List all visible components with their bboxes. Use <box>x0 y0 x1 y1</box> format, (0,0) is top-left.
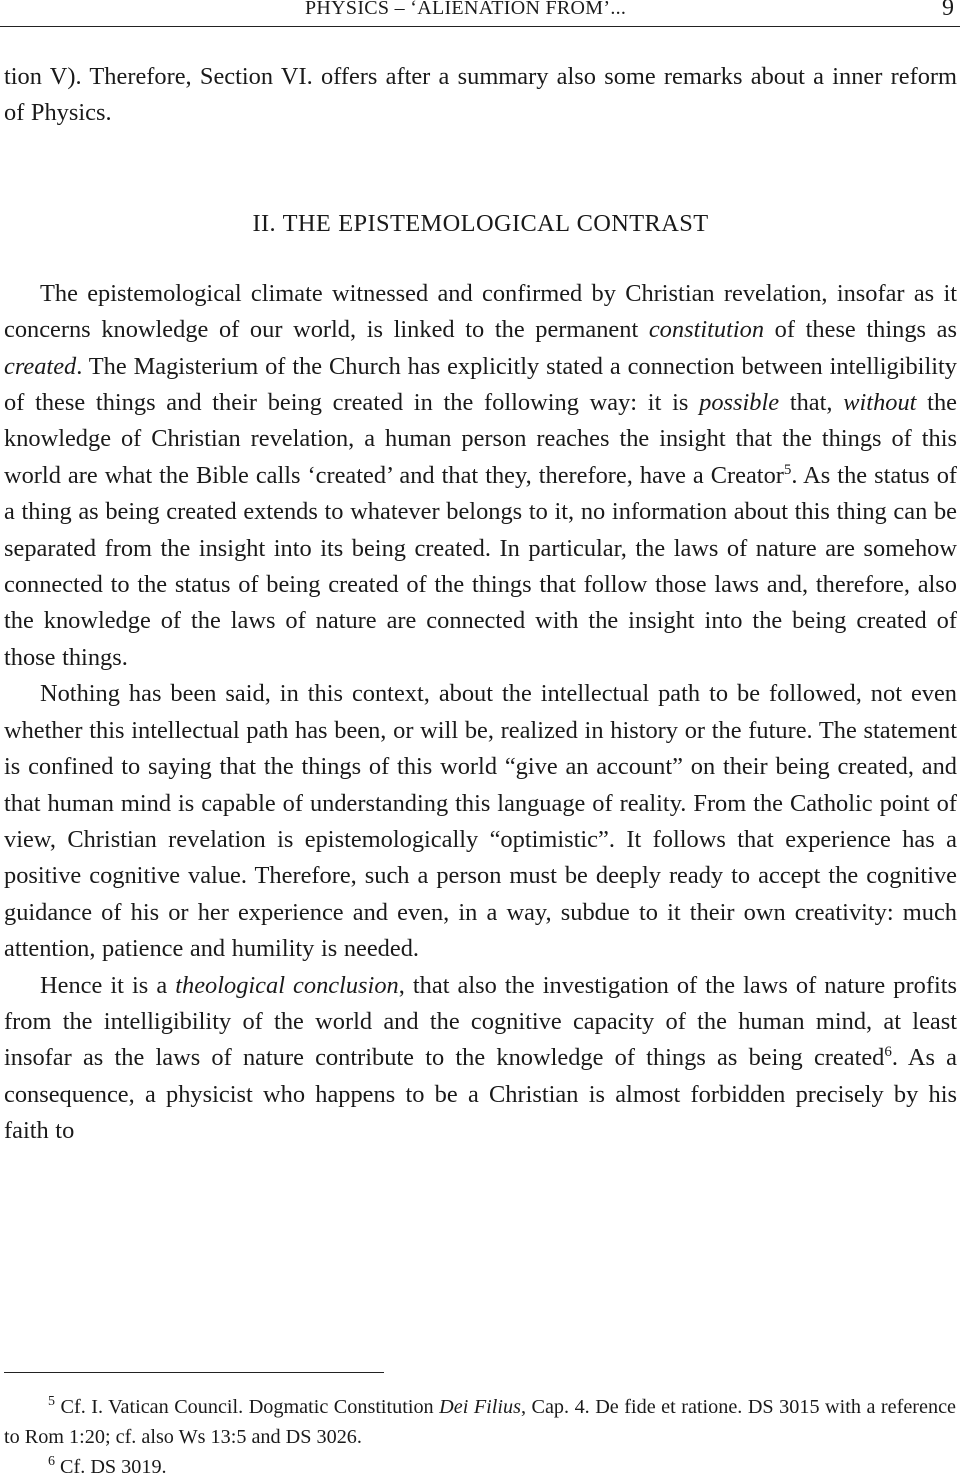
footnotes <box>4 1392 956 1482</box>
text-run: , that also the investigation of the laws of nature profits from the intelligibility of the world and the cognitive capacity of the human mind, at least insofar as the laws of nature contribute to the knowledge of things as being created <box>4 971 957 1072</box>
text-run: Hence it is a <box>40 971 176 999</box>
text-run: of these things as <box>764 316 957 344</box>
running-header <box>0 0 960 27</box>
text-run: that, <box>779 389 844 417</box>
emphasis-without: without <box>843 389 917 417</box>
text-run: . The Magisterium of the Church has explicitly stated a connection between intelligibility of these things and their being created in the following way: it is <box>4 352 957 417</box>
paragraph-intellectual-path: Nothing has been said, in this context, about the intellectual path to be followed, not even whether this intellectual path has been, or will be, realized in history or the future. The statement is confined to saying that the things of this world “give an account” on their being created, and that human mind is capable of understanding this language of reality. From the Catholic point of view, Christian revelation is epistemologically “optimistic”. It follows that experience has a positive cognitive value. Therefore, such a person must be deeply ready to accept the cognitive guidance of his or her experience and even, in a way, subdue to it their own creativity: much attention, patience and humility is needed. <box>4 680 957 963</box>
text-run: . As a consequence, a physicist who happens to be a Christian is almost forbidden precisely by his faith to <box>4 1044 957 1145</box>
footnote-marker-6: 6 <box>48 1454 55 1469</box>
text-run: The epistemological climate witnessed and confirmed by Christian revelation, insofar as it concerns knowledge of our world, is linked to the permanent <box>4 279 957 344</box>
footnote-ref-6[interactable]: 6 <box>884 1044 892 1061</box>
paragraph-epistemological-climate <box>4 276 957 676</box>
paragraph-continuation: tion V). Therefore, Section VI. offers after a summary also some remarks about a inner reform of Physics. <box>4 63 957 127</box>
text-run: . As the status of a thing as being created extends to whatever belongs to it, no information about this thing can be separated from the insight into its being created. In particular, the laws of nature are somehow connected to the status of being created of the things that follow those laws and, therefore, also the knowledge of the laws of nature are connected with the insight into the being created of those things. <box>4 461 958 671</box>
footnote-6 <box>4 1452 956 1482</box>
text-run: the knowledge of Christian revelation, a human person reaches the insight that the things of this world are what the Bible calls ‘created’ and that they, therefore, have a Creator <box>4 389 957 489</box>
emphasis-possible: possible <box>699 389 780 417</box>
emphasis-theological-conclusion: theological conclusion <box>175 971 399 999</box>
footnote-text: , Cap. 4. De fide et ratione. DS 3015 with a reference to Rom 1:20; cf. also Ws 13:5 and DS 3026. <box>4 1396 956 1448</box>
running-head-title: PHYSICS – ‘ALIENATION FROM’... <box>305 0 627 19</box>
main-text <box>4 59 957 1150</box>
footnote-divider <box>4 1372 384 1373</box>
page-number: 9 <box>942 0 954 21</box>
footnote-ref-5[interactable]: 5 <box>783 461 792 478</box>
emphasis-constitution: constitution <box>648 316 765 344</box>
emphasis-created: created <box>4 352 77 380</box>
section-heading: II. THE EPISTEMOLOGICAL CONTRAST <box>252 209 709 237</box>
footnote-text: Cf. I. Vatican Council. Dogmatic Constitution <box>55 1396 440 1418</box>
footnote-text: Cf. DS 3019. <box>55 1456 167 1478</box>
emphasis-dei-filius: Dei Filius <box>439 1396 521 1418</box>
paragraph-theological-conclusion <box>4 968 957 1150</box>
footnote-marker-5: 5 <box>48 1394 55 1409</box>
footnote-5 <box>4 1392 956 1452</box>
